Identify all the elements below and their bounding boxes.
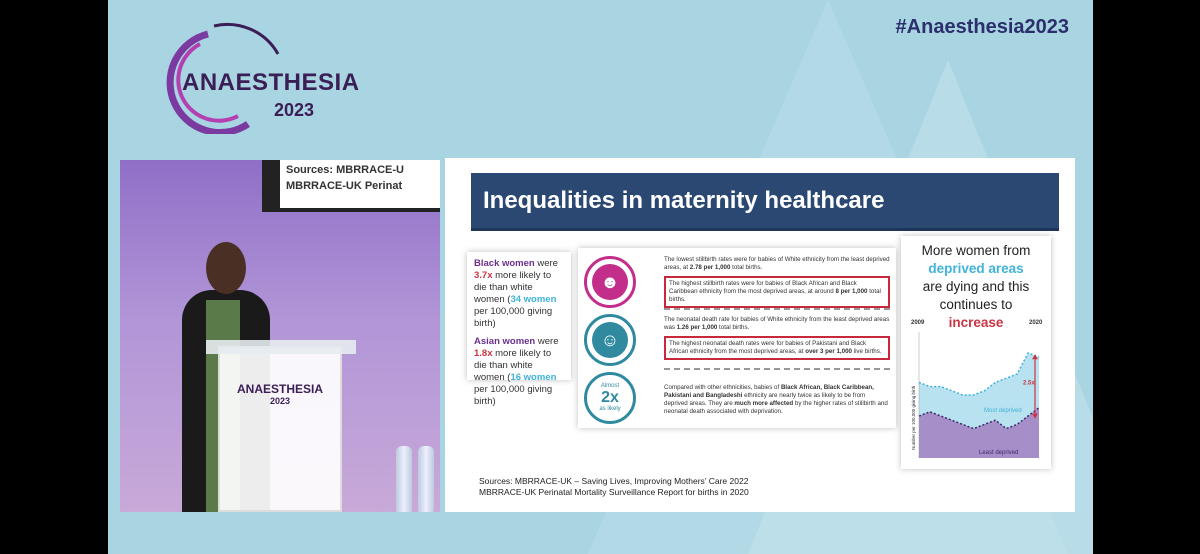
text-emph: 2.78 per 1,000 xyxy=(689,264,731,271)
stat-ratio: 3.7x xyxy=(474,270,493,281)
text-span: The highest neonatal death rates were for babies of Pakistani and Black African ethnicity from the most deprived areas, at xyxy=(669,340,867,355)
stillbirth-circle xyxy=(584,256,636,308)
neonatal-lowest-text xyxy=(664,316,890,332)
stat-label: Asian women xyxy=(474,336,536,347)
text-span: total births. xyxy=(730,264,763,271)
divider xyxy=(664,368,890,370)
stat-text: more likely to die than white women ( xyxy=(474,348,552,383)
stillbirth-lowest-text xyxy=(664,256,890,272)
divider xyxy=(664,308,890,310)
icon-caption: as likely xyxy=(599,406,621,412)
stillbirth-highest-text xyxy=(664,276,890,308)
logo-title: ANAESTHESIA xyxy=(182,69,360,96)
chart-title-line: are dying and this xyxy=(922,279,1030,294)
stat-text: per 100,000 giving birth) xyxy=(474,384,553,407)
text-span: ethnicity are nearly twice as likely to be from deprived areas. They are xyxy=(664,392,866,407)
slide-sources xyxy=(479,476,749,498)
stat-text: were xyxy=(534,258,558,269)
logo-year: 2023 xyxy=(274,100,315,120)
slide-title: Inequalities in maternity healthcare xyxy=(483,187,885,214)
asian-women-stat xyxy=(474,336,564,408)
text-span: The lowest stillbirth rates were for babies of White ethnicity from the least deprived areas, at xyxy=(664,256,890,271)
least-deprived-label: Least deprived xyxy=(979,450,1019,456)
stat-label: Black women xyxy=(474,258,535,269)
background-screen xyxy=(262,160,440,212)
source-line: Sources: MBRRACE-UK – Saving Lives, Improving Mothers’ Care 2022 xyxy=(479,476,749,486)
baby-icon: ☻ xyxy=(592,264,628,300)
event-logo xyxy=(128,14,360,134)
source-line: MBRRACE-UK Perinatal Mortality Surveillance Report for births in 2020 xyxy=(479,487,749,497)
text-span: total births. xyxy=(717,324,750,331)
stat-count: 34 women xyxy=(510,294,557,305)
slide-title-bar xyxy=(471,173,1059,231)
text-emph: Black African, Black Caribbean, Pakistani and Bangladeshi xyxy=(664,384,874,399)
deprivation-text xyxy=(664,384,890,416)
icon-ratio: 2x xyxy=(601,389,619,406)
chart-year-end: 2020 xyxy=(1029,320,1043,326)
text-span: live births. xyxy=(851,348,882,355)
screen-line: Sources: MBRRACE-U xyxy=(286,164,404,176)
perinatal-mortality-card xyxy=(578,248,896,428)
text-emph: much more affected xyxy=(734,400,794,407)
stat-text: were xyxy=(535,336,559,347)
text-emph: over 3 per 1,000 xyxy=(805,348,852,355)
water-bottle xyxy=(418,446,434,512)
y-axis-label: Number per 100,000 giving birth xyxy=(911,385,916,450)
text-span: by the higher rates of stillbirth and neonatal death associated with deprivation. xyxy=(664,400,888,415)
text-span: total births. xyxy=(669,288,881,303)
deprivation-chart-card xyxy=(901,236,1051,469)
chart-title-line: deprived areas xyxy=(928,261,1024,276)
podium-logo-text: ANAESTHESIA xyxy=(236,382,323,396)
deprivation-area-chart xyxy=(909,326,1045,466)
text-span: Compared with other ethnicities, babies of xyxy=(664,384,781,391)
text-emph: 1.26 per 1,000 xyxy=(676,324,718,331)
most-deprived-label: Most deprived xyxy=(984,407,1022,414)
chart-card-title xyxy=(901,242,1051,332)
speaker-video xyxy=(120,160,440,512)
conference-stage xyxy=(108,0,1093,554)
black-women-stat xyxy=(474,258,564,330)
podium-logo xyxy=(232,382,328,422)
text-span: The neonatal death rate for babies of White ethnicity from the least deprived areas was xyxy=(664,316,890,331)
water-bottle xyxy=(396,446,412,512)
event-hashtag: #Anaesthesia2023 xyxy=(895,16,1069,38)
podium-logo-year: 2023 xyxy=(269,396,291,406)
icon-caption: Almost xyxy=(600,383,620,389)
chart-title-line: More women from xyxy=(921,243,1031,258)
chart-title-line: increase xyxy=(948,315,1004,330)
stat-text: per 100,000 giving birth) xyxy=(474,306,553,329)
neonatal-highest-text xyxy=(664,336,890,360)
stat-ratio: 1.8x xyxy=(474,348,493,359)
stat-count: 16 women xyxy=(510,372,557,383)
speaker-head xyxy=(206,242,246,294)
podium-top xyxy=(206,340,356,354)
chart-year-start: 2009 xyxy=(911,320,925,326)
presentation-slide xyxy=(445,158,1075,512)
newborn-icon: ☺ xyxy=(592,322,628,358)
text-emph: 8 per 1,000 xyxy=(835,288,868,295)
maternal-death-card xyxy=(467,252,571,407)
twice-as-likely-circle xyxy=(584,372,636,424)
text-span: The highest stillbirth rates were for babies of Black African and Black Caribbean ethnicity from the most deprived areas, at around xyxy=(669,280,857,295)
neonatal-circle xyxy=(584,314,636,366)
ratio-label: 2.5x xyxy=(1023,380,1035,387)
stat-text: more likely to die than white women ( xyxy=(474,270,552,305)
chart-title-line: continues to xyxy=(939,297,1013,312)
podium xyxy=(218,346,342,512)
screen-line: MBRRACE-UK Perinat xyxy=(286,180,403,192)
